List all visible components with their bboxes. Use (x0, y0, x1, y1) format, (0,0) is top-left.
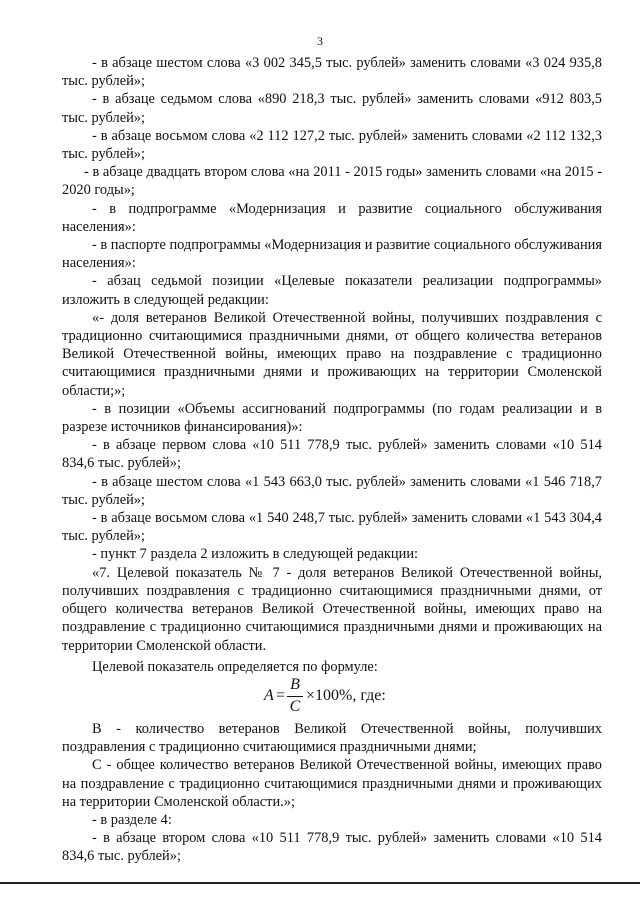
paragraph: C - общее количество ветеранов Великой Отечественной войны, имеющих право на поздравление с традиционно считающимися праздничными днями и проживающих на территории Смоленской области.»; (62, 757, 602, 810)
paragraph: B - количество ветеранов Великой Отечественной войны, получивших поздравления с традиционно считающимися праздничными днями; (62, 720, 602, 756)
formula-tail: ×100%, где: (306, 686, 386, 704)
formula-label: Целевой показатель определяется по формуле: (92, 658, 378, 675)
paragraph: - в абзаце втором слова «10 511 778,9 тыс. рублей» заменить словами «10 514 834,6 тыс. рублей»; (62, 830, 602, 865)
paragraph: - в позиции «Объемы ассигнований подпрограммы (по годам реализации и в разрезе источников финансирования)»: (62, 400, 602, 436)
paragraph: - пункт 7 раздела 2 изложить в следующей редакции: (92, 546, 419, 563)
formula-fraction (287, 676, 303, 716)
formula-lhs: A (264, 686, 274, 704)
paragraph: - в абзаце шестом слова «1 543 663,0 тыс. рублей» заменить словами «1 546 718,7 тыс. рублей»; (62, 473, 602, 508)
formula (62, 676, 602, 720)
formula-denominator: C (289, 697, 301, 715)
paragraph: - в абзаце первом слова «10 511 778,9 тыс. рублей» заменить словами «10 514 834,6 тыс. рублей»; (62, 437, 602, 472)
bottom-rule (0, 882, 640, 884)
paragraph: - в абзаце двадцать втором слова «на 2011 - 2015 годы» заменить словами «на 2015 - 2020 годы»; (62, 164, 602, 199)
paragraph: - в подпрограмме «Модернизация и развитие социального обслуживания населения»: (62, 200, 602, 235)
document-body (62, 54, 602, 866)
formula-equals: = (276, 686, 286, 704)
paragraph: - в разделе 4: (92, 811, 172, 828)
paragraph: - в абзаце восьмом слова «1 540 248,7 тыс. рублей» заменить словами «1 543 304,4 тыс. рублей»; (62, 510, 602, 545)
formula-numerator: B (290, 675, 300, 693)
paragraph: - в паспорте подпрограммы «Модернизация и развитие социального обслуживания населения»: (62, 237, 602, 272)
paragraph: - в абзаце восьмом слова «2 112 127,2 тыс. рублей» заменить словами «2 112 132,3 тыс. рублей»; (62, 127, 602, 163)
paragraph: - абзац седьмой позиции «Целевые показатели реализации подпрограммы» изложить в следующей редакции: (62, 273, 602, 308)
page-number: 3 (317, 34, 323, 48)
paragraph: - в абзаце седьмом слова «890 218,3 тыс. рублей» заменить словами «912 803,5 тыс. рублей»; (62, 91, 602, 126)
quoted-paragraph: «7. Целевой показатель № 7 - доля ветеранов Великой Отечественной войны, получивших поздравления с традиционно считающимися праздничными днями, от общего количества ветеранов Великой Отечественной войны, имеющих право на поздравление с традиционно считающимися праздничными днями и проживающих на территории Смоленской области. (62, 564, 602, 654)
paragraph: - в абзаце шестом слова «3 002 345,5 тыс. рублей» заменить словами «3 024 935,8 тыс. рублей»; (62, 55, 602, 90)
quoted-paragraph: «- доля ветеранов Великой Отечественной войны, получивших поздравления с традиционно считающимися праздничными днями, от общего количества ветеранов Великой Отечественной войны, имеющих право на поздравление с традиционно считающимися праздничными днями и проживающих на территории Смоленской области;»; (62, 309, 602, 399)
fraction-bar (287, 696, 303, 697)
